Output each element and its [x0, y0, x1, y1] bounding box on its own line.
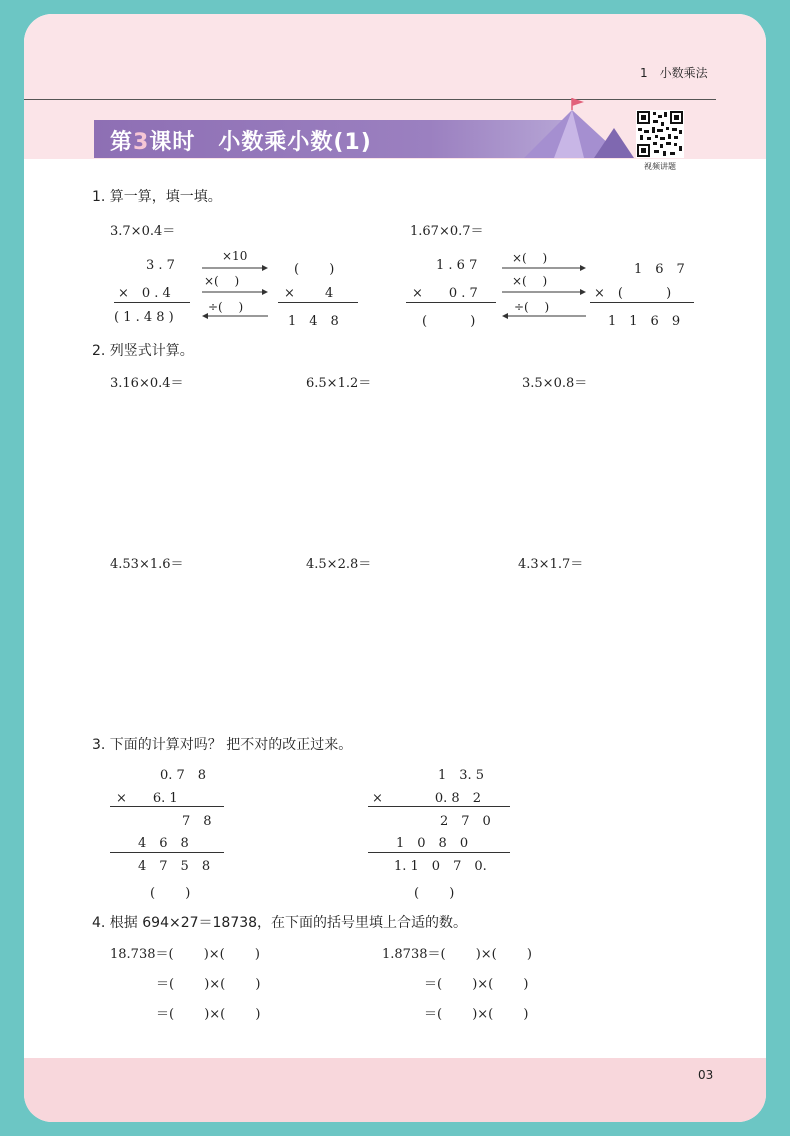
q1-left-r-result: 1 4 8 — [288, 314, 339, 329]
q1-left-r-multiplier: × 4 — [284, 286, 334, 301]
q3-left-row3: 7 8 — [182, 814, 212, 829]
q3-right-row2: × 0. 8 2 — [372, 791, 481, 806]
q4-left-line: ＝( )×( ) — [156, 1007, 261, 1022]
right-arrow-icon — [202, 288, 268, 296]
question-3-label: 3. 下面的计算对吗？ 把不对的改正过来。 — [92, 737, 353, 753]
q2-item: 4.3×1.7＝ — [518, 557, 584, 572]
q1-left-line — [114, 302, 190, 303]
q4-right-line: 1.8738＝( )×( ) — [382, 947, 532, 962]
q3-left-line2 — [110, 852, 224, 853]
q3-right-row1: 1 3. 5 — [438, 768, 485, 783]
right-arrow-icon — [502, 288, 586, 296]
q1-right-expression: 1.67×0.7＝ — [410, 224, 484, 239]
footer-band — [24, 1058, 766, 1122]
q3-right-answer: ( ) — [414, 886, 455, 901]
right-arrow-icon — [502, 264, 586, 272]
lesson-title: 第3课时 小数乘小数(1) — [110, 130, 372, 155]
q1-left-r-line — [278, 302, 358, 303]
q2-item: 4.5×2.8＝ — [306, 557, 372, 572]
q1-left-arrow2-label: ×( ) — [204, 274, 240, 288]
q2-item: 4.53×1.6＝ — [110, 557, 184, 572]
q1-left-result: ( 1 . 4 8 ) — [114, 310, 174, 325]
q4-left-line: 18.738＝( )×( ) — [110, 947, 260, 962]
q3-left-row4: 4 6 8 — [138, 836, 189, 851]
q1-left-expression: 3.7×0.4＝ — [110, 224, 176, 239]
q1-right-r-line — [590, 302, 694, 303]
q1-right-multiplier: × 0 . 7 — [412, 286, 478, 301]
q1-right-arrow2-label: ×( ) — [512, 274, 548, 288]
q2-item: 6.5×1.2＝ — [306, 376, 372, 391]
q4-right-line: ＝( )×( ) — [424, 977, 529, 992]
q1-left-arrow3-label: ÷( ) — [208, 300, 244, 314]
question-4-label: 4. 根据 694×27＝18738，在下面的括号里填上合适的数。 — [92, 915, 468, 931]
q3-right-row5: 1. 1 0 7 0. — [394, 859, 487, 874]
question-1-label: 1. 算一算，填一填。 — [92, 189, 222, 205]
right-arrow-icon — [202, 264, 268, 272]
qr-label: 视频讲题 — [644, 162, 676, 171]
q3-right-line2 — [368, 852, 510, 853]
left-arrow-icon — [202, 312, 268, 320]
q3-right-line1 — [368, 806, 510, 807]
q1-left-arrow1-label: ×10 — [222, 249, 248, 263]
q2-item: 3.16×0.4＝ — [110, 376, 184, 391]
q4-right-line: ＝( )×( ) — [424, 1007, 529, 1022]
q3-right-row3: 2 7 0 — [440, 814, 491, 829]
q1-right-line — [406, 302, 496, 303]
q1-right-arrow3-label: ÷( ) — [514, 300, 550, 314]
q3-left-row2: × 6. 1 — [116, 791, 178, 806]
qr-code-icon[interactable] — [636, 110, 684, 158]
q1-left-top: 3 . 7 — [146, 258, 175, 273]
q3-left-line1 — [110, 806, 224, 807]
q3-left-row1: 0. 7 8 — [160, 768, 207, 783]
worksheet-page — [24, 14, 766, 1122]
q1-right-r-top: 1 6 7 — [634, 262, 685, 277]
q4-left-line: ＝( )×( ) — [156, 977, 261, 992]
q3-right-row4: 1 0 8 0 — [396, 836, 469, 851]
q1-right-r-result: 1 1 6 9 — [608, 314, 681, 329]
mountain-flag-icon — [514, 98, 634, 158]
chapter-title: 1 小数乘法 — [640, 66, 708, 80]
q3-left-row5: 4 7 5 8 — [138, 859, 211, 874]
q1-left-r-top: ( ) — [294, 262, 335, 277]
q1-right-result: ( ) — [422, 314, 476, 329]
q1-right-r-multiplier: × ( ) — [594, 286, 672, 301]
q1-right-top: 1 . 6 7 — [436, 258, 478, 273]
q1-right-arrow1-label: ×( ) — [512, 251, 548, 265]
q1-left-multiplier: × 0 . 4 — [118, 286, 171, 301]
q3-left-answer: ( ) — [150, 886, 191, 901]
lesson-title-bar — [94, 120, 574, 158]
page-number: 03 — [698, 1068, 714, 1082]
question-2-label: 2. 列竖式计算。 — [92, 343, 194, 359]
left-arrow-icon — [502, 312, 586, 320]
q2-item: 3.5×0.8＝ — [522, 376, 588, 391]
